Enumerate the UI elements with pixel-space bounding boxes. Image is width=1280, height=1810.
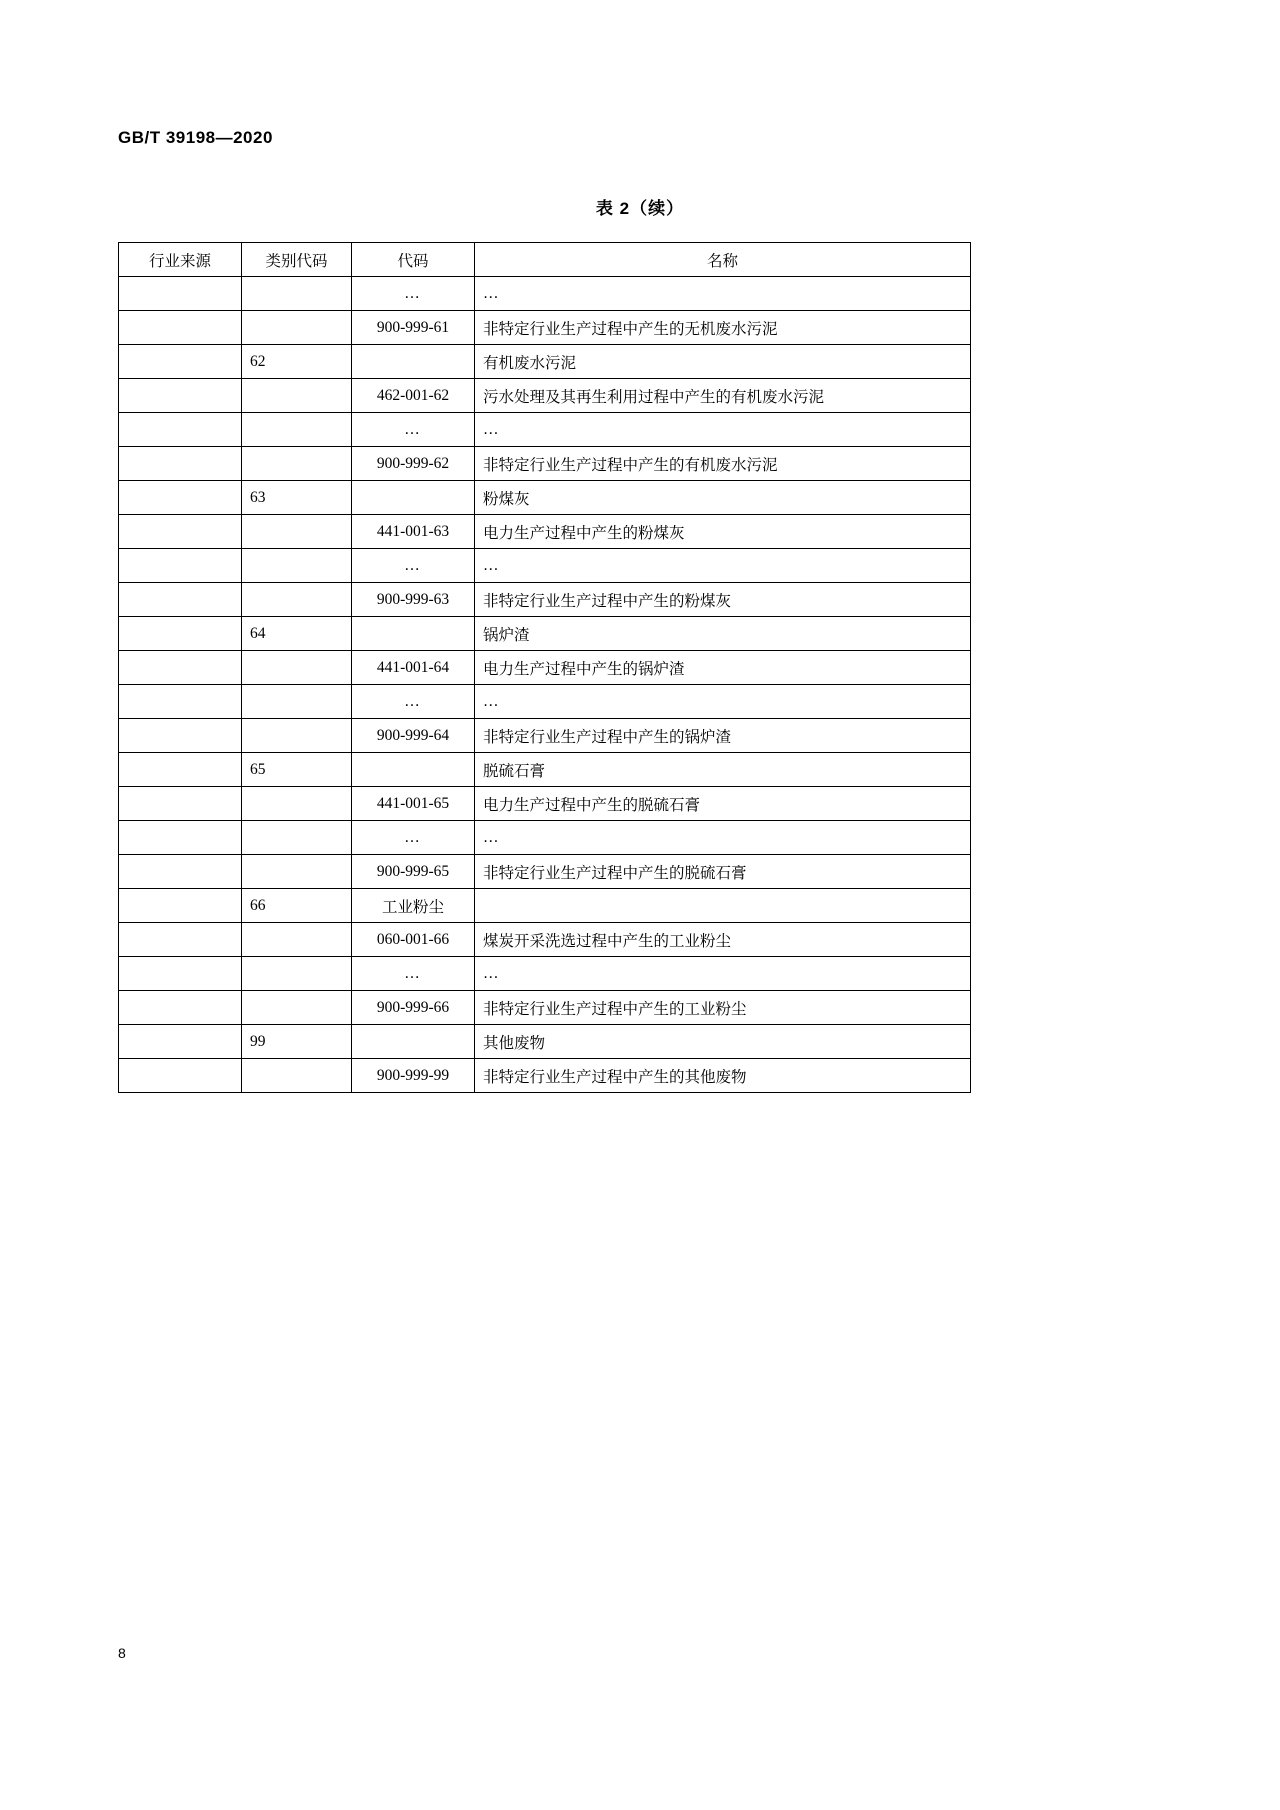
column-header-name: 名称 xyxy=(475,243,971,277)
cell-code: 441-001-65 xyxy=(352,787,475,821)
table-row xyxy=(119,277,971,311)
cell-industry-source xyxy=(119,1059,242,1093)
table-row xyxy=(119,719,971,753)
cell-code: 900-999-65 xyxy=(352,855,475,889)
cell-name: 非特定行业生产过程中产生的工业粉尘 xyxy=(475,991,971,1025)
cell-name: 非特定行业生产过程中产生的粉煤灰 xyxy=(475,583,971,617)
cell-category-code xyxy=(242,651,352,685)
cell-industry-source xyxy=(119,515,242,549)
cell-name: 电力生产过程中产生的锅炉渣 xyxy=(475,651,971,685)
table-row xyxy=(119,1025,971,1059)
cell-name: 有机废水污泥 xyxy=(475,345,971,379)
table-header-row xyxy=(119,243,971,277)
cell-code: 900-999-64 xyxy=(352,719,475,753)
cell-name: 污水处理及其再生利用过程中产生的有机废水污泥 xyxy=(475,379,971,413)
table-row xyxy=(119,957,971,991)
cell-name: … xyxy=(475,821,971,855)
cell-category-code xyxy=(242,787,352,821)
cell-name xyxy=(475,889,971,923)
cell-code: 900-999-63 xyxy=(352,583,475,617)
cell-category-code xyxy=(242,549,352,583)
cell-name: … xyxy=(475,957,971,991)
cell-code: 462-001-62 xyxy=(352,379,475,413)
cell-code xyxy=(352,617,475,651)
cell-category-code xyxy=(242,379,352,413)
cell-industry-source xyxy=(119,923,242,957)
table-row xyxy=(119,787,971,821)
waste-code-table xyxy=(118,242,971,1093)
column-header-industry-source: 行业来源 xyxy=(119,243,242,277)
cell-category-code xyxy=(242,583,352,617)
table-row xyxy=(119,583,971,617)
cell-code: 900-999-99 xyxy=(352,1059,475,1093)
cell-industry-source xyxy=(119,821,242,855)
cell-industry-source xyxy=(119,855,242,889)
cell-category-code xyxy=(242,447,352,481)
table-row xyxy=(119,889,971,923)
table-row xyxy=(119,311,971,345)
cell-name: … xyxy=(475,685,971,719)
cell-code xyxy=(352,345,475,379)
table-row xyxy=(119,481,971,515)
cell-industry-source xyxy=(119,583,242,617)
table-row xyxy=(119,1059,971,1093)
cell-name: 非特定行业生产过程中产生的锅炉渣 xyxy=(475,719,971,753)
cell-code: … xyxy=(352,685,475,719)
cell-industry-source xyxy=(119,447,242,481)
cell-code: 441-001-64 xyxy=(352,651,475,685)
column-header-code: 代码 xyxy=(352,243,475,277)
cell-category-code xyxy=(242,991,352,1025)
cell-name: … xyxy=(475,549,971,583)
table-container xyxy=(118,242,970,1093)
cell-code: … xyxy=(352,549,475,583)
cell-code: 060-001-66 xyxy=(352,923,475,957)
cell-industry-source xyxy=(119,481,242,515)
cell-name: 煤炭开采洗选过程中产生的工业粉尘 xyxy=(475,923,971,957)
cell-code: 900-999-62 xyxy=(352,447,475,481)
cell-name: 脱硫石膏 xyxy=(475,753,971,787)
cell-industry-source xyxy=(119,753,242,787)
cell-name: … xyxy=(475,277,971,311)
cell-category-code xyxy=(242,685,352,719)
cell-code xyxy=(352,753,475,787)
cell-code: 900-999-61 xyxy=(352,311,475,345)
cell-category-code xyxy=(242,311,352,345)
cell-name: 非特定行业生产过程中产生的有机废水污泥 xyxy=(475,447,971,481)
cell-industry-source xyxy=(119,379,242,413)
cell-category-code xyxy=(242,821,352,855)
cell-code: … xyxy=(352,413,475,447)
cell-industry-source xyxy=(119,685,242,719)
table-row xyxy=(119,821,971,855)
cell-industry-source xyxy=(119,1025,242,1059)
cell-name: 粉煤灰 xyxy=(475,481,971,515)
table-row xyxy=(119,617,971,651)
cell-category-code: 62 xyxy=(242,345,352,379)
table-row xyxy=(119,379,971,413)
cell-category-code: 63 xyxy=(242,481,352,515)
table-row xyxy=(119,651,971,685)
cell-category-code xyxy=(242,515,352,549)
cell-industry-source xyxy=(119,277,242,311)
page-number: 8 xyxy=(118,1645,126,1661)
table-row xyxy=(119,515,971,549)
table-row xyxy=(119,447,971,481)
cell-category-code xyxy=(242,1059,352,1093)
cell-industry-source xyxy=(119,719,242,753)
cell-name: 非特定行业生产过程中产生的其他废物 xyxy=(475,1059,971,1093)
cell-category-code: 99 xyxy=(242,1025,352,1059)
cell-category-code: 66 xyxy=(242,889,352,923)
column-header-category-code: 类别代码 xyxy=(242,243,352,277)
table-row xyxy=(119,923,971,957)
cell-name: 电力生产过程中产生的粉煤灰 xyxy=(475,515,971,549)
cell-code: 441-001-63 xyxy=(352,515,475,549)
cell-name: 非特定行业生产过程中产生的无机废水污泥 xyxy=(475,311,971,345)
cell-industry-source xyxy=(119,311,242,345)
cell-code: 工业粉尘 xyxy=(352,889,475,923)
cell-industry-source xyxy=(119,991,242,1025)
cell-code xyxy=(352,1025,475,1059)
cell-name: 锅炉渣 xyxy=(475,617,971,651)
table-body xyxy=(119,277,971,1093)
cell-industry-source xyxy=(119,651,242,685)
table-row xyxy=(119,753,971,787)
cell-name: … xyxy=(475,413,971,447)
cell-industry-source xyxy=(119,549,242,583)
cell-name: 电力生产过程中产生的脱硫石膏 xyxy=(475,787,971,821)
table-row xyxy=(119,685,971,719)
cell-code: 900-999-66 xyxy=(352,991,475,1025)
cell-category-code xyxy=(242,923,352,957)
table-row xyxy=(119,991,971,1025)
cell-category-code xyxy=(242,413,352,447)
standard-number-header: GB/T 39198—2020 xyxy=(118,128,273,147)
table-row xyxy=(119,549,971,583)
cell-name: 非特定行业生产过程中产生的脱硫石膏 xyxy=(475,855,971,889)
cell-industry-source xyxy=(119,413,242,447)
table-row xyxy=(119,345,971,379)
cell-category-code xyxy=(242,957,352,991)
cell-category-code xyxy=(242,277,352,311)
cell-industry-source xyxy=(119,889,242,923)
cell-industry-source xyxy=(119,957,242,991)
cell-category-code xyxy=(242,855,352,889)
table-row xyxy=(119,855,971,889)
cell-code: … xyxy=(352,821,475,855)
cell-category-code: 65 xyxy=(242,753,352,787)
cell-code xyxy=(352,481,475,515)
cell-category-code: 64 xyxy=(242,617,352,651)
cell-industry-source xyxy=(119,617,242,651)
cell-industry-source xyxy=(119,345,242,379)
cell-category-code xyxy=(242,719,352,753)
cell-industry-source xyxy=(119,787,242,821)
cell-name: 其他废物 xyxy=(475,1025,971,1059)
table-title: 表 2（续） xyxy=(595,199,685,218)
cell-code: … xyxy=(352,277,475,311)
cell-code: … xyxy=(352,957,475,991)
table-row xyxy=(119,413,971,447)
